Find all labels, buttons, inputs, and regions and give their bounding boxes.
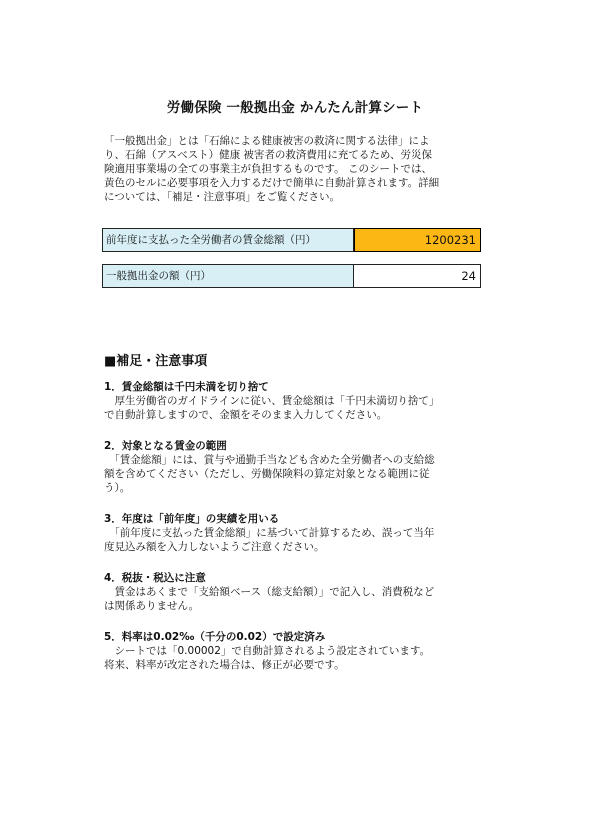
intro-line: 険適用事業場の全ての事業主が負担するものです。 このシートでは、 bbox=[104, 163, 432, 175]
wage-total-row bbox=[102, 228, 481, 252]
intro-line: り、石綿（アスベスト）健康 被害者の救済費用に充てるため、労災保 bbox=[104, 149, 432, 161]
contribution-label: 一般拠出金の額（円） bbox=[103, 265, 354, 287]
note-title: 4．税抜・税込に注意 bbox=[104, 572, 206, 584]
wage-total-input[interactable]: 1200231 bbox=[354, 228, 481, 252]
page-title: 労働保険 一般拠出金 かんたん計算シート bbox=[166, 100, 424, 116]
intro-line: 「一般拠出金」とは「石綿による健康被害の救済に関する法律」によ bbox=[104, 135, 430, 147]
note-line: う）。 bbox=[104, 482, 131, 494]
note-line: 「前年度に支払った賃金総額」に基づいて計算するため、誤って当年 bbox=[104, 527, 435, 539]
note-item bbox=[104, 380, 496, 422]
wage-total-label: 前年度に支払った全労働者の賃金総額（円） bbox=[103, 229, 354, 251]
contribution-row bbox=[102, 264, 481, 288]
note-line: 賃金はあくまで「支給額ベース（総支給額）」で記入し、消費税など bbox=[104, 586, 435, 598]
intro-line: については、「補足・注意事項」をご覧ください。 bbox=[104, 191, 341, 203]
note-body bbox=[104, 453, 496, 495]
note-body bbox=[104, 394, 496, 422]
note-line: 度見込み額を入力しないようご注意ください。 bbox=[104, 541, 325, 553]
note-title: 1．賃金総額は千円未満を切り捨て bbox=[104, 381, 269, 393]
note-title: 2．対象となる賃金の範囲 bbox=[104, 440, 227, 452]
note-line: シートでは「0.00002」で自動計算されるよう設定されています。 bbox=[104, 645, 431, 657]
note-title: 3．年度は「前年度」の実績を用いる bbox=[104, 513, 280, 525]
note-body bbox=[104, 526, 496, 554]
notes-list bbox=[104, 380, 496, 689]
note-line: 厚生労働省のガイドラインに従い、賃金総額は「千円未満切り捨て」 bbox=[104, 395, 440, 407]
note-line: 将来、料率が改定された場合は、修正が必要です。 bbox=[104, 659, 345, 671]
note-body bbox=[104, 585, 496, 613]
note-item bbox=[104, 571, 496, 613]
note-line: 額を含めてください（ただし、労働保険料の算定対象となる範囲に従 bbox=[104, 468, 430, 480]
notes-heading: ■補足・注意事項 bbox=[104, 354, 208, 369]
note-line: は関係ありません。 bbox=[104, 600, 200, 612]
intro-text bbox=[104, 134, 496, 204]
note-body bbox=[104, 644, 496, 672]
note-line: で自動計算しますので、金額をそのまま入力してください。 bbox=[104, 409, 388, 421]
note-item bbox=[104, 439, 496, 495]
note-item bbox=[104, 512, 496, 554]
intro-line: 黄色のセルに必要事項を入力するだけで簡単に自動計算されます。詳細 bbox=[104, 177, 440, 189]
note-line: 「賃金総額」には、賞与や通勤手当なども含めた全労働者への支給総 bbox=[104, 454, 435, 466]
contribution-value: 24 bbox=[354, 265, 480, 287]
note-title: 5．料率は0.02‰（千分の0.02）で設定済み bbox=[104, 631, 326, 643]
note-item bbox=[104, 630, 496, 672]
